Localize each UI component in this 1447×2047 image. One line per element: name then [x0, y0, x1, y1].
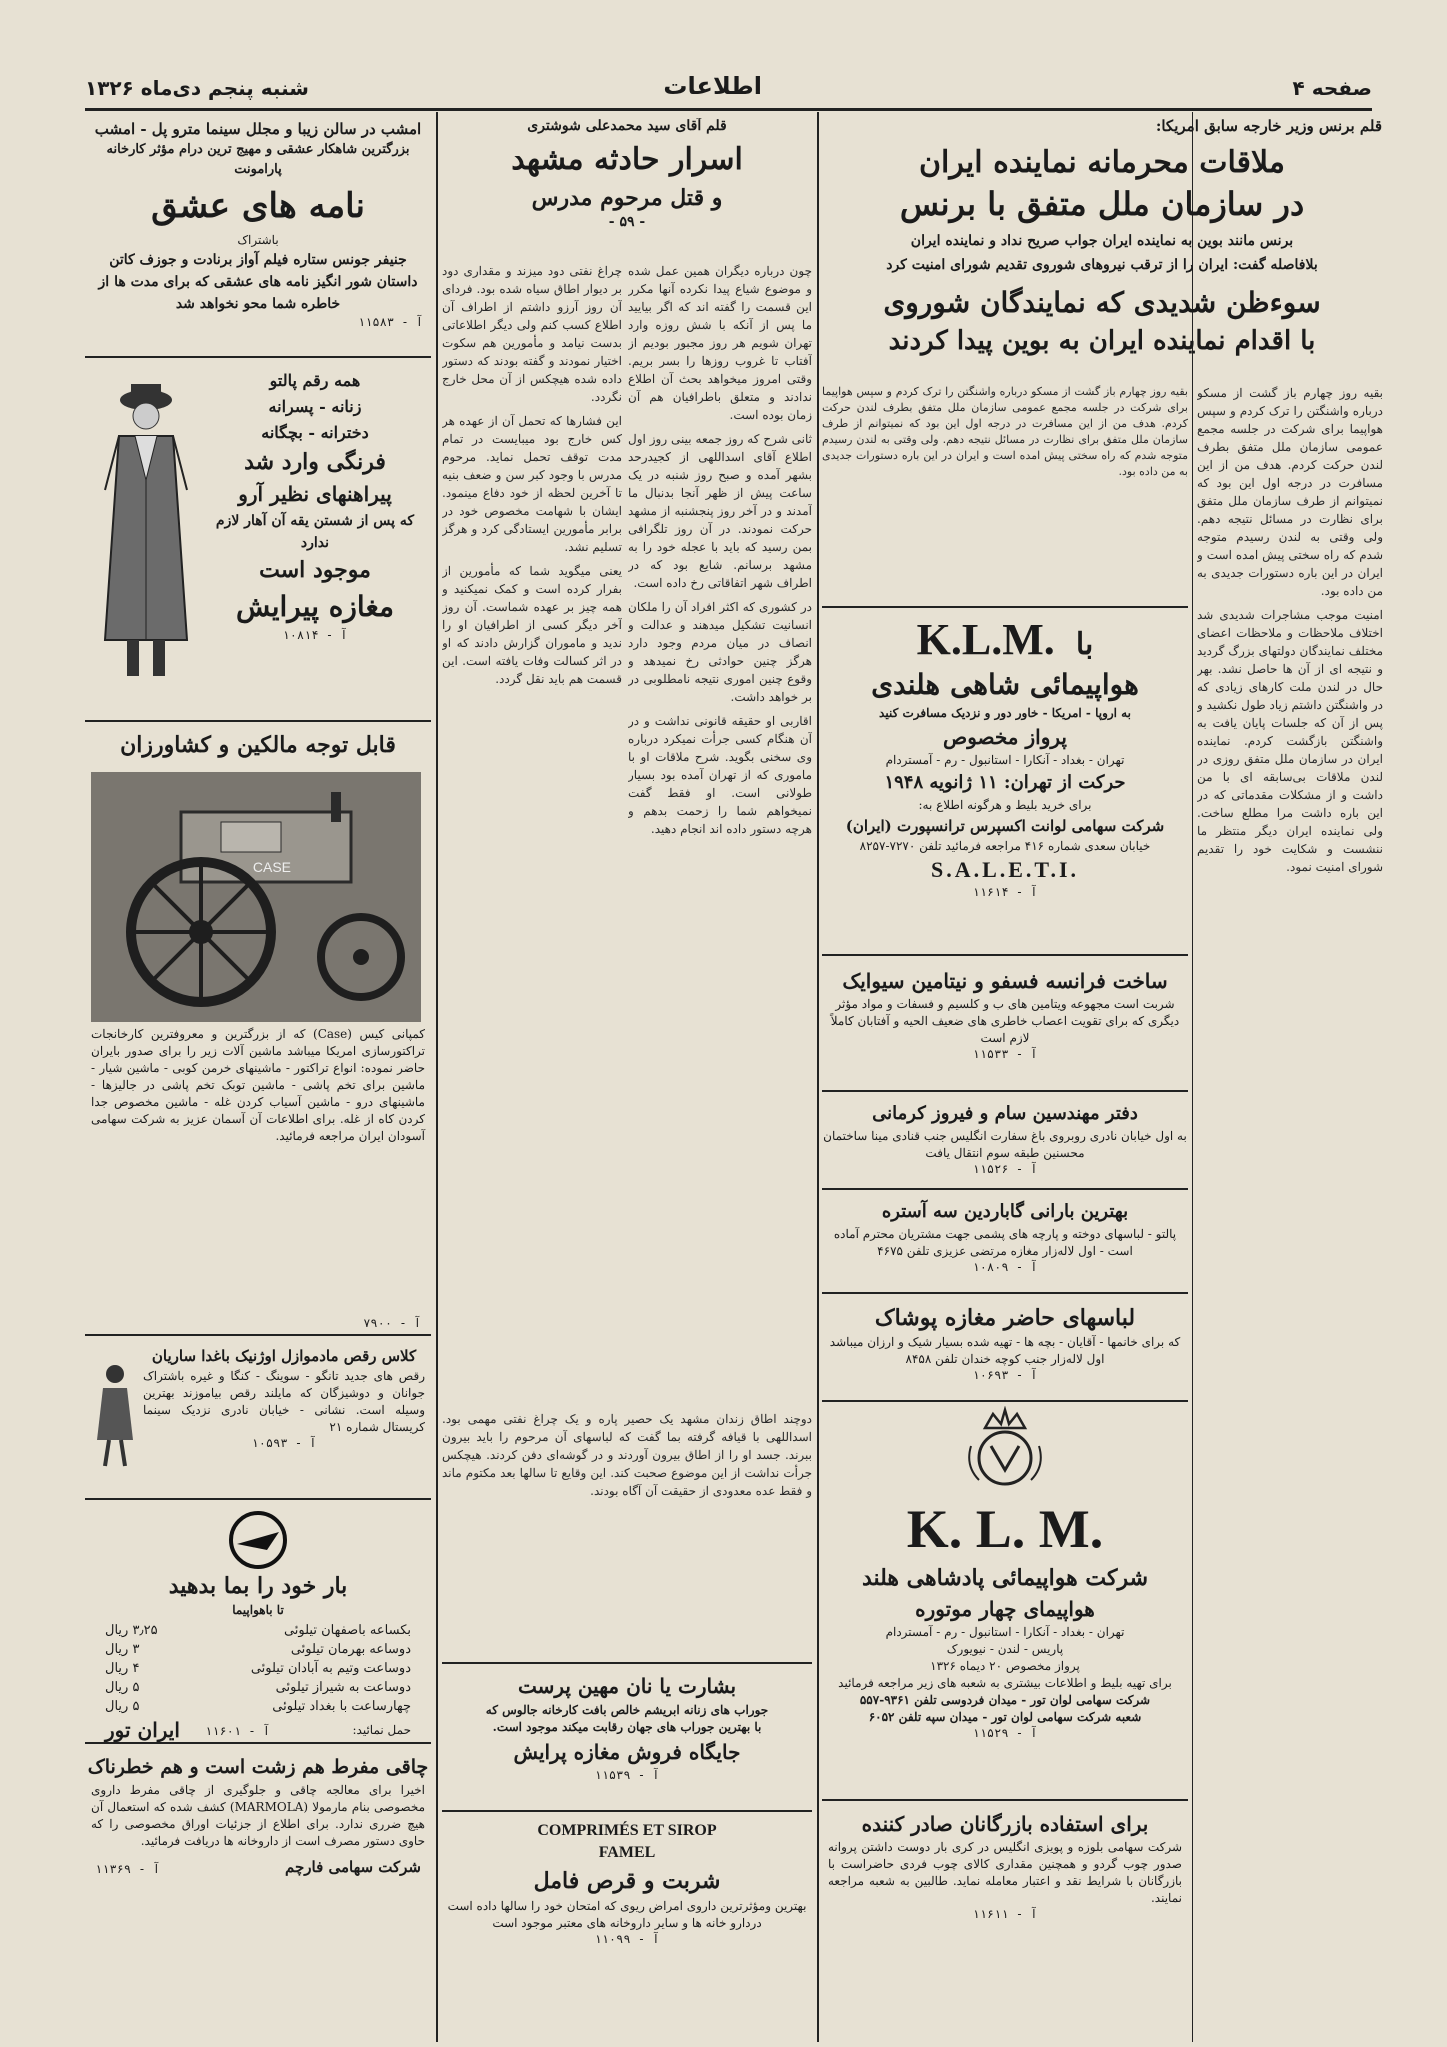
exporters-title: برای استفاده بازرگانان صادر کننده [861, 1812, 1149, 1836]
byrnes-top-cont [822, 384, 1188, 602]
exporters-body: شرکت سهامی بلوزه و پویزی انگلیس در کری بار دوست داشتن پروانه صدور چوب گردو و همچنین مقداری کالای چوب فردی حاضراست با بازرگانان با شرایط نقد و اعتبار معامله نماید. طالبین به شعبه مراجعه نمایند. [828, 1840, 1182, 1905]
klm2-office-2: شعبه شرکت سهامی لوان تور - میدان سپه تلفن ۶۰۵۲ [868, 1710, 1142, 1724]
freight-row [105, 1640, 411, 1659]
stockings-ad [442, 1662, 812, 1812]
freight-row [105, 1678, 411, 1697]
byrnes-subhead-2: بلافاصله گفت: ایران را از ترقب نیروهای شوروی تقدیم شورای امنیت کرد [886, 257, 1318, 273]
modarres-byline: قلم آقای سید محمدعلی شوشتری [527, 118, 727, 134]
engineer-ad [822, 1096, 1188, 1190]
famel-title: شربت و قرص فامل [533, 1868, 721, 1894]
tractor-icon [91, 772, 421, 1022]
paper-name: اطلاعات [663, 72, 762, 100]
klm1-saleti: S.A.L.E.T.I. [930, 857, 1080, 882]
raincoat-body: پالتو - لباسهای دوخته و پارچه های پشمی جهت مشتریان محترم آماده است - اول لاله‌زار مغازه مرتضی عزیزی تلفن ۴۶۷۵ [833, 1227, 1177, 1258]
modarres-para-2: ثانی شرح که روز جمعه بینی روز اول اطلاع آقای اسداللهی از کجیدرحد بشهر آمده و صبح روز شنبه در یک ساعت پیش از ظهر آنجا بدنبال ما آمدند و در آخر روز پنجشنبه از مشهد حرکت نمودند. در آن روز تلگرافی بمن رسید که باید با عجله خود را به مشهد برسانم. شایع بود که در اطراف شهر اتفاقاتی رخ داده است. [628, 432, 812, 590]
klm1-sub: به اروپا - امریکا - خاور دور و نزدیک مسافرت کنید [879, 706, 1131, 720]
column-divider [1192, 112, 1193, 2042]
klm1-address: خیابان سعدی شماره ۴۱۶ مراجعه فرمائید تلفن ۷۲۷۰-۸۲۵۷ [859, 839, 1151, 853]
diet-title: چاقی مفرط هم زشت است و هم خطرناک [87, 1756, 429, 1778]
dance-code: آ - ۱۰۵۹۳ [251, 1436, 317, 1450]
modarres-part: - ۵۹ - [608, 214, 646, 230]
freight-price: ۳٫۲۵ ریال [105, 1623, 158, 1638]
famel-ad [442, 1816, 812, 2034]
freight-row [105, 1697, 411, 1716]
tractor-photo [91, 772, 421, 1022]
freight-route: دوساعه بهرمان تیلوئی [290, 1642, 411, 1657]
klm-ad-2 [822, 1406, 1188, 1801]
freight-price: ۴ ریال [105, 1661, 140, 1676]
freight-footer: حمل نمائید: [352, 1723, 411, 1737]
freight-sub: تا باهواپیما [232, 1603, 284, 1617]
cinema-body: جنیفر جونس ستاره فیلم آواز برنادت و جوزف کاتن داستان شور انگیز نامه های عشقی که برای مدت ها از خاطره شما محو نخواهد شد [98, 252, 418, 312]
engineer-code: آ - ۱۱۵۲۶ [972, 1162, 1038, 1176]
cinema-sub-line: بزرگترین شاهکار عشقی و مهیج ترین درام مؤثر کارخانه پارامونت [106, 142, 410, 177]
byrnes-big-head-2: با اقدام نماینده ایران به بوین پیدا کردند [888, 326, 1316, 356]
cinema-film-title: نامه های عشق [151, 186, 365, 226]
klm2-booking: برای تهیه بلیط و اطلاعات بیشتری به شعبه های زیر مراجعه فرمائید [838, 1676, 1172, 1690]
freight-route: چهارساعت با بغداد تیلوئی [272, 1699, 411, 1714]
klm2-office-1: شرکت سهامی لوان تور - میدان فردوسی تلفن ۹۳۶۱-۵۵۷ [859, 1693, 1151, 1707]
vitamin-title: ساخت فرانسه فسفو و نیتامین سیوایک [842, 969, 1168, 993]
clothing-store-ad [85, 362, 431, 722]
engineer-title: دفتر مهندسین سام و فیروز کرمانی [872, 1103, 1138, 1124]
stockings-line-1: جوراب های زنانه ابریشم خالص بافت کارخانه جالوس که [485, 1703, 769, 1717]
klm1-flight: پرواز مخصوص [943, 725, 1067, 749]
byrnes-body-text: بقیه روز چهارم باز گشت از مسکو درباره واشنگتن را ترک کردم و سپس هواپیما برای شرکت در جلسه مجمع عمومی سازمان ملل متفق بطرف لندن حرکت کردم. هدف من از این مسافرت در درجه اول این بود که نمیتوانم از طرف سازمان ملل متفق برای نظارت در مسائل نتیجه دهم. ولی وقتی به لندن رسیدم متوجه شدم که راه سختی پیش امده است و ایران در این باره دستورات جدیدی به من داده بود. [1197, 386, 1383, 598]
modarres-para-7: یعنی میگوید شما که مأمورین از بفرار کرده است و کمک نمیکنید و همه چیز بر عهده شماست. آن روز آخر دیگر کسی از اطرافیان او را ندید و ماموران گزارش دادند که او در اثر کسالت وفات یافته است. این قسمت هم باید نقل گردد. [442, 564, 622, 686]
modarres-column-left [442, 262, 622, 1407]
engineer-body: به اول خیابان نادری روبروی باغ سفارت انگلیس جنب قنادی مینا ساختمان محسنین طبقه سوم انتقال یافت [823, 1129, 1187, 1160]
modarres-para-6: اقاربی او حقیقه قانونی نداشت و در آن هنگام کسی جرأت نمیکرد درباره وی سخنی بگوید. شرح ملاقات او با ماموری که از تهران آمده بود بسیار طولانی است. او فقط گفت نمیخواهم شما را زحمت بدهم و هرچه دستور داده اند انجام دهید. [628, 714, 812, 836]
exporters-code: آ - ۱۱۶۱۱ [972, 1907, 1038, 1921]
clothing-line-3: دخترانه - بچگانه [261, 423, 369, 442]
freight-price-list [85, 1619, 431, 1718]
klm1-title: هواپیمائی شاهی هلندی [871, 668, 1139, 701]
stockings-line-2: با بهترین جوراب های جهان رقابت میکند موجود است. [492, 1720, 762, 1734]
exporters-ad [822, 1805, 1188, 2035]
klm1-code: آ - ۱۱۶۱۴ [972, 885, 1038, 899]
byrnes-big-head-1: سوءظن شدیدی که نمایندگان شوروی [883, 286, 1321, 319]
famel-brand-2: FAMEL [598, 1844, 656, 1861]
freight-price: ۵ ریال [105, 1680, 140, 1695]
vitamin-code: آ - ۱۱۵۳۳ [972, 1047, 1038, 1061]
dance-title: کلاس رقص مادموازل اوژنیک باغدا ساریان [151, 1347, 417, 1365]
modarres-para-1: چون درباره دیگران همین عمل شده و موضوع شیاع پیدا نکرده آنها مکرر این قسمت را گفته اند که اگر بیایید ما پس از آنکه با شش روزه وارد تهران شویم هر روز مجبور بودیم از آفتاب تا غروب روزها را بسر بریم. وقتی امروز میخواهد بحث آن اطلاع ندادند و متعلق باطرافیان هم آن زمان بوده است. [628, 264, 812, 422]
clothing-line-1: همه رقم پالتو [269, 371, 361, 390]
modarres-column-right [628, 262, 812, 1407]
klm2-code: آ - ۱۱۵۲۹ [972, 1726, 1038, 1740]
klm2-brand: K. L. M. [906, 1499, 1104, 1559]
raincoat-code: آ - ۱۰۸۰۹ [972, 1260, 1038, 1274]
freight-row [105, 1621, 411, 1640]
column-divider [817, 112, 819, 2042]
vitamin-ad [822, 960, 1188, 1092]
readymade-clothes-ad [822, 1298, 1188, 1402]
diet-body: اخیرا برای معالجه چاقی و جلوگیری از چاقی مفرط داروی مخصوصی بنام مارمولا (MARMOLA) کشف شده که استعمال آن هیچ ضرری ندارد. برای اطلاع از جزئیات اوراق مخصوصی را که حاوی دستور مصرف است از داروخانه ها دریافت فرمائید. [91, 1783, 426, 1848]
page-number: صفحه ۴ [1292, 76, 1372, 100]
cinema-top-line: امشب در سالن زیبا و مجلل سینما مترو پل - امشب [94, 120, 422, 138]
klm1-ba: با [1075, 627, 1094, 662]
clothing-line-5: پیراهنهای نظیر آرو [238, 482, 392, 506]
klm1-company: شرکت سهامی لوانت اکسپرس ترانسپورت (ایران) [845, 817, 1165, 835]
man-in-overcoat-illustration-icon [91, 370, 201, 690]
modarres-para-5: این فشارها که تحمل آن از عهده هر کس خارج بود میبایست در تمام مدت توقف تحمل نماید. مرحوم مدرس با وجود کبر سن و ضعف بنیه تا آخرین لحظه از خود دفاع مینمود. ایشان با شهامت مخصوص خود در برابر مأمورین ایستادگی کرد و هرگز تسلیم نشد. [442, 414, 622, 554]
byrnes-body-column [1197, 384, 1383, 2034]
raincoat-title: بهترین بارانی گاباردین سه آستره [881, 1201, 1129, 1222]
diet-medicine-ad [85, 1748, 431, 2034]
vitamin-body: شربت است مجهوعه ویتامین های ب و کلسیم و فسفات و مواد مؤثر دیگری که برای تقویت اعصاب خاطری های ضعیف الحیه و آفتابان کاملاً لازم است [830, 997, 1180, 1045]
klm1-booking: برای خرید بلیط و هرگونه اطلاع به: [918, 798, 1092, 812]
airline-emblem-icon [223, 1510, 293, 1570]
readymade-body: که برای خانمها - آقایان - بچه ها - تهیه شده بسیار شیک و ارزان میباشد اول لاله‌زار جنب کوچه خندان تلفن ۸۴۵۸ [829, 1335, 1181, 1366]
freight-code: آ - ۱۱۶۰۱ [205, 1724, 271, 1738]
clothing-line-7: موجود است [259, 557, 371, 583]
freight-route: بکساعه باصفهان تیلوئی [283, 1623, 411, 1638]
modarres-column-bottom [442, 1410, 812, 1658]
freight-price: ۵ ریال [105, 1699, 140, 1714]
tractor-code: آ - ۷۹۰۰ [363, 1316, 421, 1330]
tractor-case-label: CASE [252, 859, 291, 875]
folio-line [85, 72, 1372, 108]
freight-route: دوساعت به شیراز تیلوئی [275, 1680, 411, 1695]
klm-crown-logo-icon [965, 1406, 1045, 1496]
klm2-route-1: تهران - بغداد - آنکارا - استانبول - رم - آمستردام [885, 1625, 1125, 1639]
freight-route: دوساعت وتیم به آبادان تیلوئی [250, 1661, 411, 1676]
modarres-headline-block [442, 118, 812, 258]
tractor-ad [85, 726, 431, 1336]
dance-class-ad [85, 1340, 431, 1500]
column-divider [436, 112, 438, 2042]
dance-body: رقص های جدید تانگو - سوینگ - کنگا و غیره باشتراک جوانان و دوشیزگان که مایلند رقص بیاموزند بهترین وسیله است. نشانی - خیابان نادری نزدیک سینما کریستال شماره ۲۱ [143, 1369, 425, 1434]
famel-brand-1: COMPRIMÉS ET SIROP [537, 1822, 717, 1839]
raincoat-ad [822, 1194, 1188, 1294]
klm2-sub: هواپیمای چهار موتوره [915, 1597, 1095, 1621]
freight-price: ۳ ریال [105, 1642, 140, 1657]
clothing-line-4: فرنگی وارد شد [244, 449, 386, 475]
byrnes-title-1: ملاقات محرمانه نماینده ایران [919, 145, 1285, 180]
klm-ad-1 [822, 606, 1188, 956]
byrnes-body-text-2: بقیه روز چهارم باز گشت از مسکو درباره واشنگتن را ترک کردم و سپس هواپیما برای شرکت در جلسه مجمع عمومی سازمان ملل متفق بطرف لندن حرکت کردم. هدف من از این مسافرت در درجه اول این بود که نمیتوانم از طرف سازمان ملل متفق برای نظارت در مسائل نتیجه دهم. ولی وقتی به لندن رسیدم متوجه شدم که راه سختی پیش امده است و ایران در این باره دستورات جدیدی به من داده بود. [822, 385, 1188, 478]
modarres-para-3: در کشوری که اکثر افراد آن را ملکان انسانیت تشکیل میدهند و عدالت و انصاف در میان مردم وجود دارد هرگز چنین حوادثی رخ نمیدهد و وقوع چنین اموری نتیجه نامطلوبی در بر خواهد داشت. [628, 600, 812, 704]
klm2-date: پرواز مخصوص ۲۰ دیماه ۱۳۲۶ [930, 1659, 1080, 1673]
freight-row [105, 1659, 411, 1678]
klm1-departure: حرکت از تهران: ۱۱ ژانویه ۱۹۴۸ [884, 772, 1126, 793]
diet-company: شرکت سهامی فارچم [285, 1858, 421, 1876]
klm1-route: تهران - بغداد - آنکارا - استانبول - رم - آمستردام [885, 753, 1125, 767]
byrnes-title-2: در سازمان ملل متفق با برنس [899, 185, 1305, 223]
klm1-brand: K.L.M. [916, 615, 1055, 664]
byrnes-subhead-1: برنس مانند بوین به نماینده ایران جواب صریح نداد و نماینده ایران [910, 233, 1294, 249]
folio-rule [85, 108, 1372, 111]
cinema-code: آ - ۱۱۵۸۳ [357, 315, 423, 329]
klm2-route-2: پاریس - لندن - نیویورک [946, 1642, 1064, 1656]
air-freight-ad [85, 1504, 431, 1744]
byrnes-kicker: قلم برنس وزیر خارجه سابق امریکا: [1155, 118, 1382, 135]
clothing-line-2: زنانه - پسرانه [268, 397, 362, 416]
clothing-code: آ - ۱۰۸۱۴ [282, 628, 348, 642]
dancer-figure-icon [93, 1360, 137, 1470]
issue-date: شنبه پنجم دی‌ماه ۱۳۲۶ [85, 76, 309, 100]
modarres-para-4: چراغ نفتی دود میزند و مقداری دود بر دیوار اطاق سیاه شده بود. فردای آن روز آرزو داشتم از اطراف آن اطلاع کسب کنم ولی دیگر اطلاعاتی بدست نیامد و مأمورین هم سکوت اختیار نمودند و گفته بودند که دستور داده شده هیچکس از آن محل خارج نگردد. [442, 264, 622, 404]
famel-body: بهترین ومؤثرترین داروی امراض ریوی که امتحان خود را سالها داده است دردارو خانه ها و سایر داروخانه های معتبر موجود است [447, 1899, 807, 1930]
tractor-title: قابل توجه مالکین و کشاورزان [120, 732, 396, 758]
clothing-line-6: که پس از شستن یقه آن آهار لازم ندارد [215, 513, 415, 551]
clothing-shop: مغازه پیرایش [236, 590, 394, 623]
diet-code: آ - ۱۱۳۶۹ [95, 1862, 161, 1876]
klm2-title: شرکت هواپیمائی پادشاهی هلند [861, 1565, 1149, 1591]
stockings-title: بشارت یا نان مهین پرست [517, 1674, 737, 1698]
cinema-ad [85, 118, 431, 358]
readymade-code: آ - ۱۰۶۹۳ [972, 1368, 1038, 1382]
modarres-bottom-para: دوچند اطاق زندان مشهد یک حصیر پاره و یک چراغ نفتی مهمی بود. اسداللهی با قیافه گرفته بما گفت که لباسهای آن مرحوم را باید بیرون ببرند. جسد او را از اطاق بیرون آوردند و در گوشه‌ای دفن کردند. هیچکس جرأت نداشت از این موضوع صحبت کند. این وقایع تا سالها بعد مکتوم ماند و فقط عده معدودی از حقیقت آن آگاه بودند. [442, 1412, 812, 1498]
famel-code: آ - ۱۱۰۹۹ [594, 1932, 660, 1946]
freight-brand: ایران تور [105, 1718, 180, 1742]
cinema-stars-label: باشتراک [237, 233, 279, 247]
stockings-shop: جایگاه فروش مغازه پرایش [513, 1740, 741, 1764]
stockings-code: آ - ۱۱۵۳۹ [594, 1768, 660, 1782]
readymade-title: لباسهای حاضر مغازه پوشاک [874, 1305, 1136, 1331]
byrnes-body-cont: امنیت موجب مشاجرات شدیدی شد اختلاف ملاحظات و ملاحظات اعضای مختلف نمایندگان دولتهای بزرگ گردید و نتیجه ای از آن ها حاصل نشد. بهر حال در لندن ملت کارهای زیادی که در واشنگتن داشتم زیاد طول نکشید و پس از آن که جلسات پایان یافت به واشنگتن بازگشت کردم. نماینده ایران در سازمان ملل متفق روزی در لندن ملاقات بی‌سابقه ای با من داشت و از مشکلات مقدماتی که در این باره داشت مرا مطلع ساخت. ولی نماینده ایران دیگر منتظر ما ننشست و شکایت خود را تقدیم شورای امنیت نمود. [1197, 608, 1383, 874]
modarres-title-1: اسرار حادثه مشهد [511, 142, 743, 177]
modarres-title-2: و قتل مرحوم مدرس [531, 185, 723, 211]
freight-title: بار خود را بما بدهید [168, 1573, 348, 1599]
tractor-body: کمپانی کیس (Case) که از بزرگترین و معروفترین کارخانجات تراکتورسازی امریکا میباشد ماشین آلات زیر را برای صدور بایران حاضر نموده: انواع تراکتور - ماشینهای خرمن کوبی - ماشین شیار - ماشین برای تخم پاشی - ماشین توبک تخم پاشی در جالیزها - ماشینهای درو - ماشین آسیاب کردن غله - ماشین مخصوص جدا کردن کاه از غله. برای اطلاعات آن آسمان عزیز به شرکت سهامی آسودان ایران مراجعه فرمائید. [91, 1027, 426, 1143]
byrnes-headline-block [822, 118, 1382, 380]
